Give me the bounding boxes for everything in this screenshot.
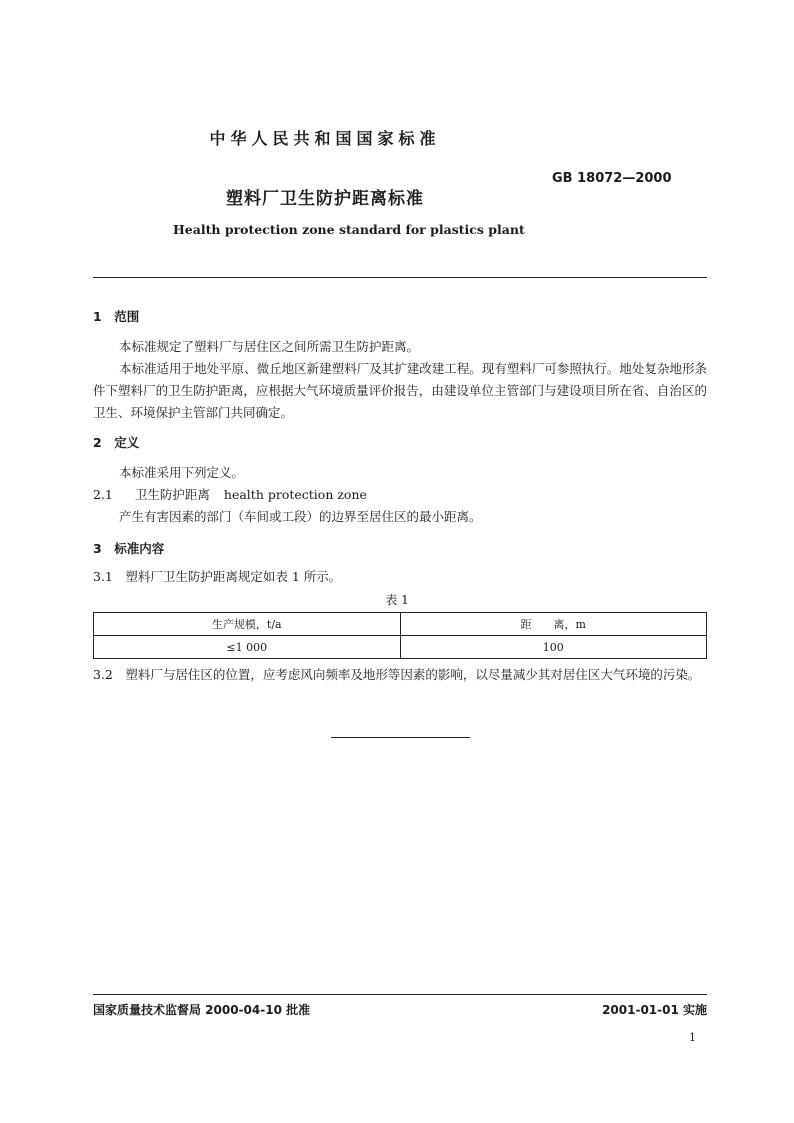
section-1-heading: 1 范围 <box>93 309 140 324</box>
clause-3-1: 3.1 塑料厂卫生防护距离规定如表 1 所示。 <box>93 569 342 584</box>
document-title-english: Health protection zone standard for plastics plant <box>173 222 525 237</box>
table-cell-distance: 100 <box>400 636 707 659</box>
header-divider <box>93 277 707 278</box>
definition-2-1-english: health protection zone <box>223 487 367 502</box>
clause-3-2: 3.2 塑料厂与居住区的位置，应考虑风向频率及地形等因素的影响，以尽量减少其对居住区大气环境的污染。 <box>93 667 701 682</box>
document-title: 塑料厂卫生防护距离标准 <box>226 189 424 209</box>
effective-date: 2001-01-01 实施 <box>602 1003 707 1017</box>
issuing-nation: 中华人民共和国国家标准 <box>209 129 441 148</box>
approval-statement: 国家质量技术监督局 2000-04-10 批准 <box>93 1003 311 1017</box>
standard-code: GB 18072—2000 <box>552 171 672 186</box>
footer-divider <box>93 994 707 995</box>
section-1-paragraph-2: 本标准适用于地处平原、微丘地区新建塑料厂及其扩建改建工程。现有塑料厂可参照执行。地处复杂地形条件下塑料厂的卫生防护距离，应根据大气环境质量评价报告，由建设单位主管部门与建设项目所在省、自治区的卫生、环境保护主管部门共同确定。 <box>93 361 707 420</box>
page-number: 1 <box>689 1031 696 1044</box>
definition-2-1 <box>93 484 707 506</box>
definition-2-1-text: 产生有害因素的部门（车间或工段）的边界至居住区的最小距离。 <box>119 509 482 524</box>
table-1 <box>93 612 707 659</box>
table-1-caption: 表 1 <box>385 593 409 607</box>
table-header-row <box>94 613 707 636</box>
table-header-distance: 距 离，m <box>400 613 707 636</box>
table-header-production-scale: 生产规模，t/a <box>94 613 401 636</box>
table-cell-production-scale: ≤1 000 <box>94 636 401 659</box>
table-row <box>94 636 707 659</box>
section-2-heading: 2 定义 <box>93 435 140 450</box>
end-of-text-line <box>331 737 470 738</box>
definition-2-1-term: 卫生防护距离 <box>134 487 210 502</box>
section-1-paragraph-1: 本标准规定了塑料厂与居住区之间所需卫生防护距离。 <box>119 339 420 354</box>
section-3-heading: 3 标准内容 <box>93 541 165 556</box>
section-2-paragraph-1: 本标准采用下列定义。 <box>119 465 245 480</box>
definition-2-1-number: 2.1 <box>93 487 113 502</box>
